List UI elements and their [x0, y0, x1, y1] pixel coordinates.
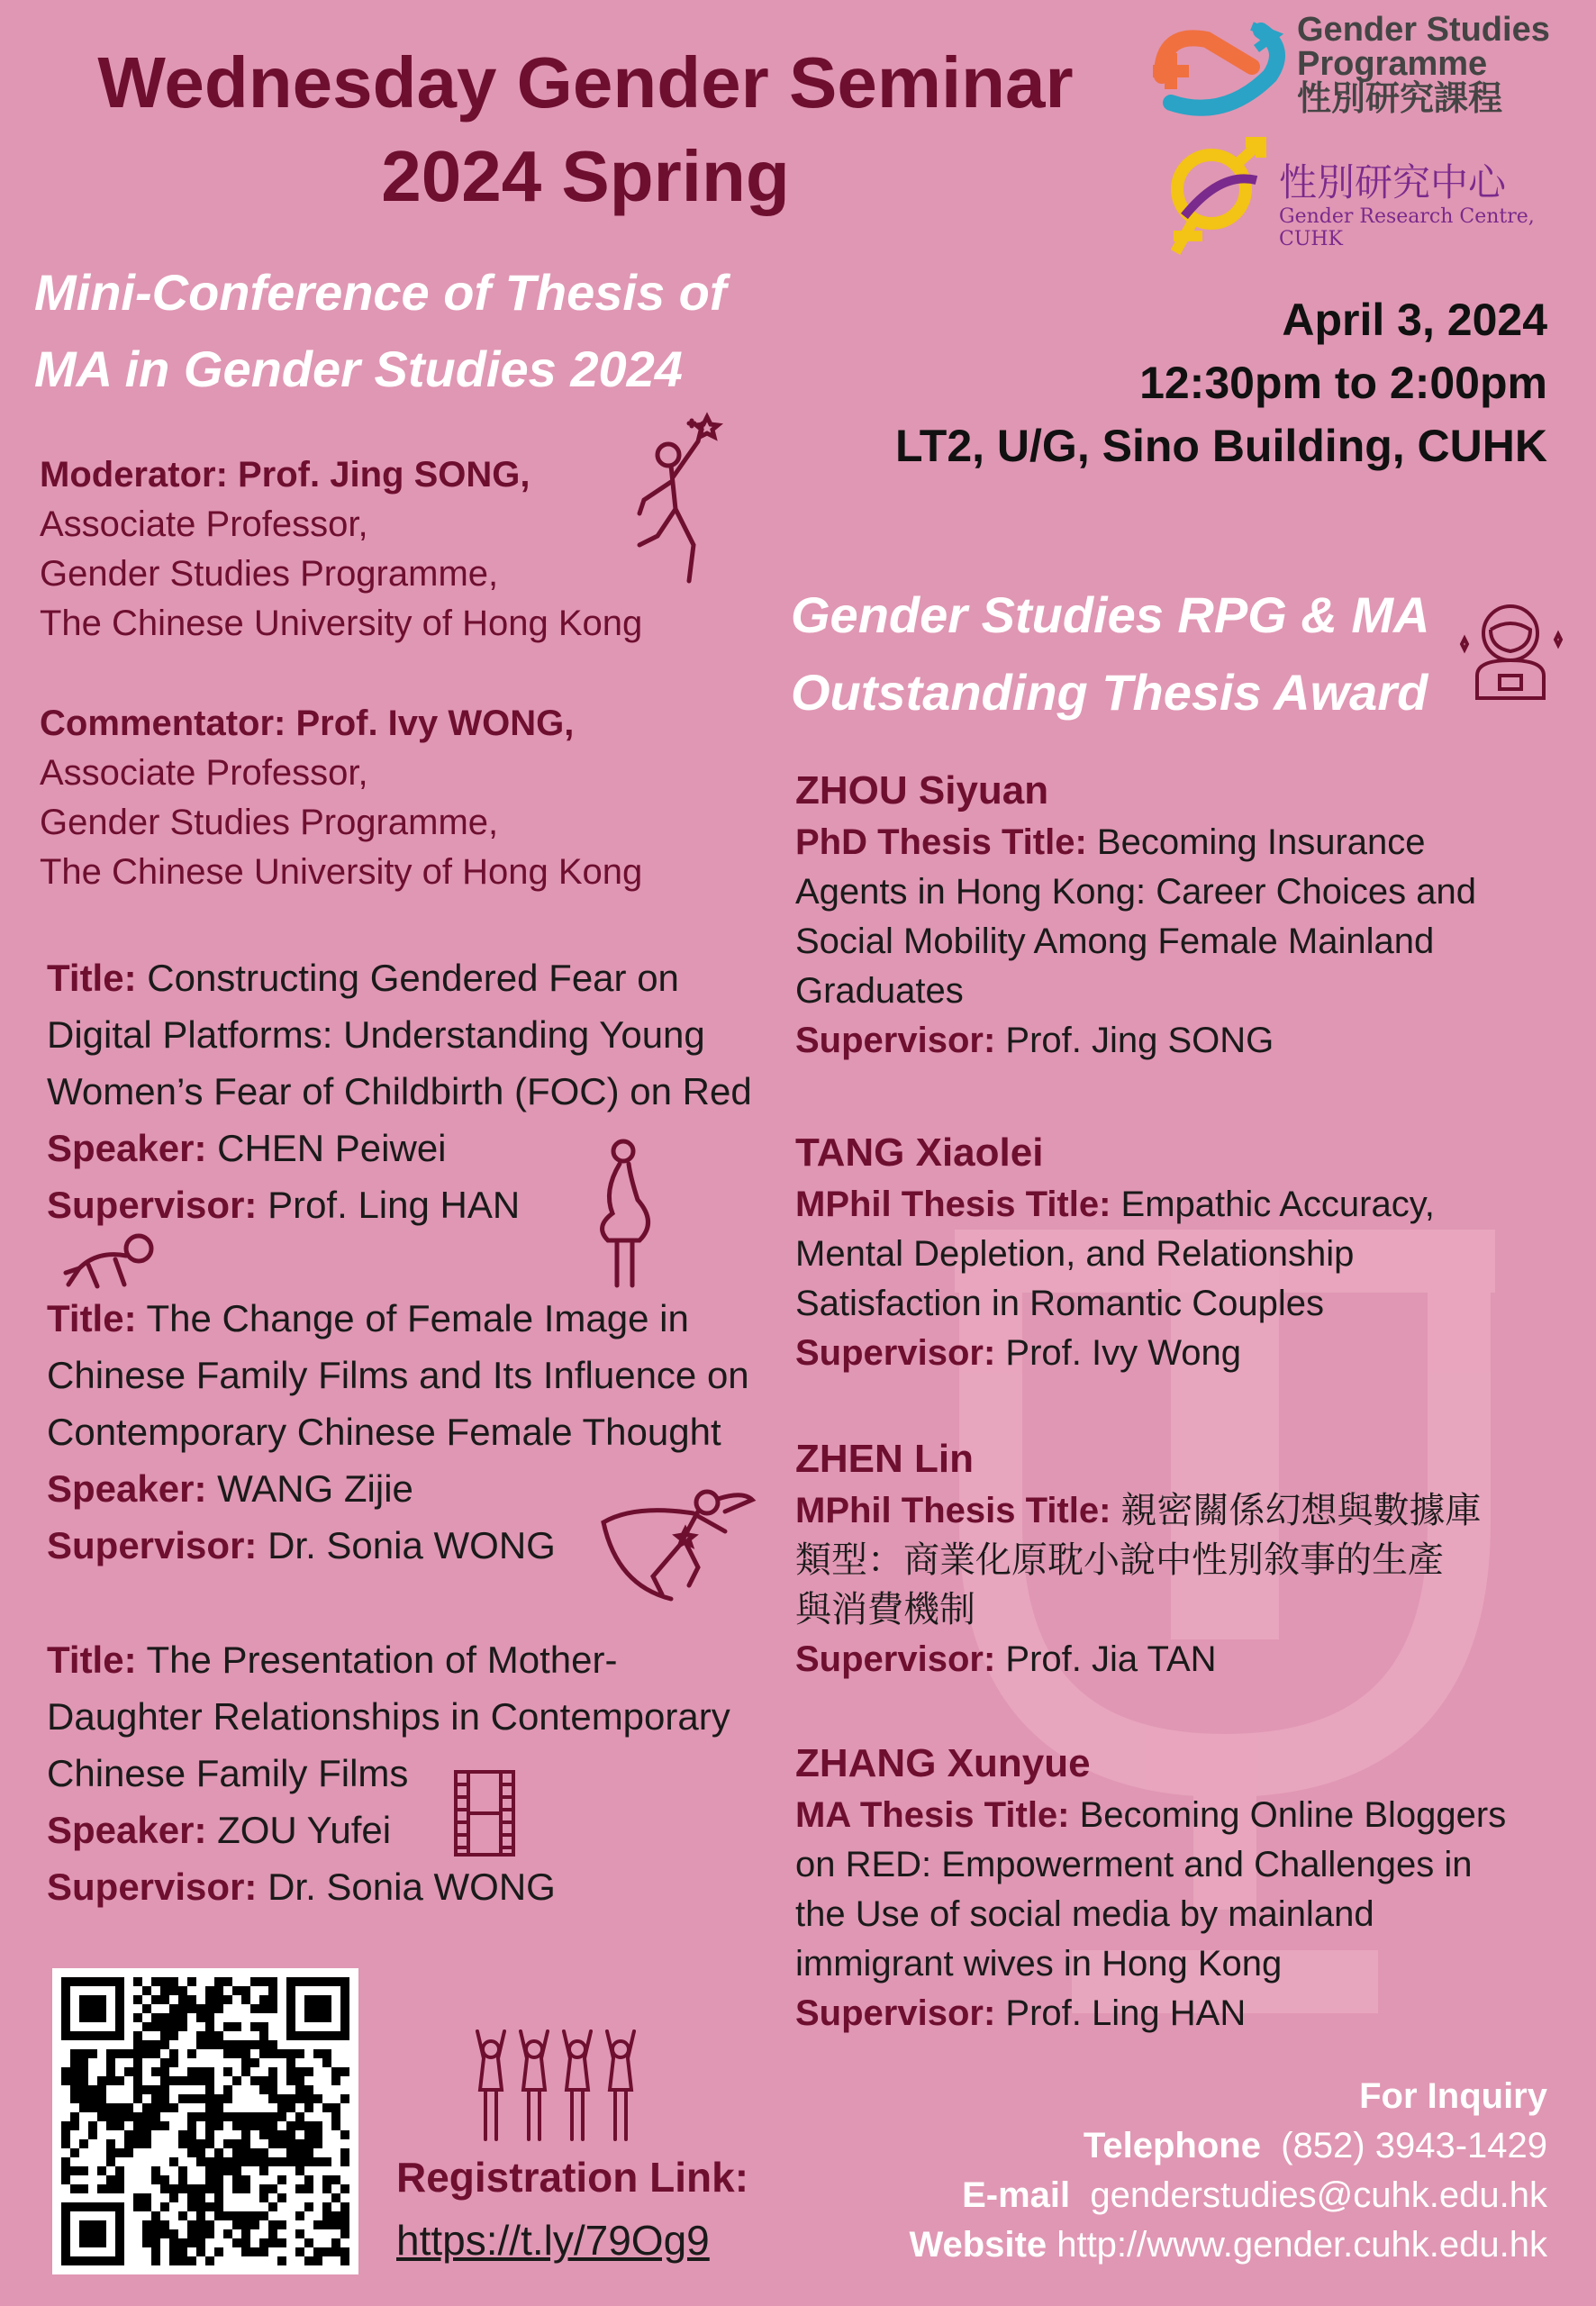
- supervisor-name: Dr. Sonia WONG: [268, 1524, 556, 1566]
- registration-block: [396, 2146, 748, 2272]
- supervisor-name: Prof. Jing SONG: [1005, 1021, 1274, 1060]
- crawling-baby-icon: [61, 1232, 160, 1295]
- talk-1: [47, 949, 803, 1233]
- winner-name: ZHEN Lin: [795, 1437, 974, 1481]
- website-label: Website: [909, 2225, 1047, 2265]
- supervisor-label: Supervisor:: [47, 1524, 258, 1566]
- speaker-name: CHEN Peiwei: [217, 1127, 447, 1169]
- title-label: Title:: [47, 1297, 137, 1339]
- award-heading-line-2: Outstanding Thesis Award: [791, 664, 1428, 721]
- email-label: E-mail: [962, 2175, 1071, 2215]
- gsp-name-cn: 性別研究課程: [1297, 78, 1503, 118]
- grc-emblem-icon: [1157, 135, 1274, 261]
- gender-research-centre-logo: [1157, 135, 1594, 261]
- talk-title-line: Women’s Fear of Childbirth (FOC) on Red: [47, 1070, 752, 1112]
- title-line-1: Wednesday Gender Seminar: [97, 42, 1074, 123]
- winner-name: TANG Xiaolei: [795, 1130, 1044, 1175]
- thesis-title-label: MA Thesis Title:: [795, 1795, 1070, 1835]
- supervisor-label: Supervisor:: [795, 1993, 996, 2033]
- supervisor-name: Prof. Jia TAN: [1005, 1639, 1217, 1679]
- commentator-block: [40, 699, 642, 897]
- moderator-department: Gender Studies Programme,: [40, 554, 499, 594]
- winner-name: ZHOU Siyuan: [795, 768, 1049, 813]
- registration-label: Registration Link:: [396, 2154, 749, 2201]
- speaker-label: Speaker:: [47, 1127, 207, 1169]
- talk-title-line: Daughter Relationships in Contemporary: [47, 1695, 730, 1738]
- superhero-woman-icon: [599, 1486, 761, 1603]
- thesis-title-line: Becoming Online Bloggers: [1069, 1795, 1507, 1835]
- commentator-heading: Commentator: Prof. Ivy WONG,: [40, 704, 575, 743]
- thesis-title-line: on RED: Empowerment and Challenges in: [795, 1845, 1473, 1884]
- commentator-position: Associate Professor,: [40, 753, 368, 793]
- film-strip-icon: [452, 1768, 517, 1858]
- commentator-university: The Chinese University of Hong Kong: [40, 852, 643, 892]
- inquiry-block: [909, 2072, 1547, 2270]
- talk-title-line: The Presentation of Mother-: [146, 1639, 618, 1681]
- thesis-title-line: Graduates: [795, 971, 964, 1011]
- inquiry-heading: For Inquiry: [1359, 2076, 1547, 2116]
- gsp-name-line-1: Gender Studies: [1297, 11, 1550, 49]
- page-title: [54, 36, 1117, 223]
- thesis-title-line: Empathic Accuracy,: [1111, 1185, 1435, 1224]
- moderator-block: [40, 450, 642, 649]
- thesis-title-line: Agents in Hong Kong: Career Choices and: [795, 872, 1477, 912]
- speaker-name: ZOU Yufei: [217, 1809, 392, 1851]
- supervisor-name: Dr. Sonia WONG: [268, 1866, 556, 1908]
- speaker-name: WANG Zijie: [217, 1467, 413, 1510]
- women-group-icon: [464, 2027, 653, 2144]
- thesis-title-label: MPhil Thesis Title:: [795, 1491, 1111, 1530]
- title-label: Title:: [47, 957, 137, 999]
- event-details: [895, 288, 1547, 477]
- telephone-value[interactable]: (852) 3943-1429: [1281, 2126, 1547, 2165]
- title-line-2: 2024 Spring: [381, 136, 790, 216]
- astronaut-icon: [1455, 590, 1567, 703]
- grc-name-cn: 性別研究中心: [1279, 160, 1507, 204]
- gsp-name-line-2: Programme: [1297, 45, 1488, 83]
- thesis-title-line: Satisfaction in Romantic Couples: [795, 1284, 1324, 1323]
- event-time: 12:30pm to 2:00pm: [1139, 358, 1547, 408]
- supervisor-name: Prof. Ling HAN: [1005, 1993, 1247, 2033]
- gsp-emblem-icon: [1144, 13, 1297, 130]
- talk-title-line: Chinese Family Films and Its Influence on: [47, 1354, 749, 1396]
- thesis-title-line: immigrant wives in Hong Kong: [795, 1944, 1283, 1984]
- talk-title-line: Digital Platforms: Understanding Young: [47, 1013, 705, 1056]
- thesis-title-line: the Use of social media by mainland: [795, 1894, 1374, 1934]
- thesis-title-line: 親密關係幻想與數據庫: [1111, 1491, 1482, 1530]
- talk-title-line: Contemporary Chinese Female Thought: [47, 1411, 721, 1453]
- event-date: April 3, 2024: [1282, 295, 1547, 345]
- telephone-label: Telephone: [1083, 2126, 1261, 2165]
- talk-title-line: Chinese Family Films: [47, 1752, 409, 1794]
- winner-2: [795, 1126, 1561, 1378]
- thesis-title-line: 類型：商業化原耽小說中性別敘事的生產: [795, 1540, 1444, 1580]
- winner-3: [795, 1432, 1561, 1684]
- talk-title-line: The Change of Female Image in: [146, 1297, 689, 1339]
- moderator-position: Associate Professor,: [40, 504, 368, 544]
- winner-name: ZHANG Xunyue: [795, 1741, 1091, 1785]
- email-value[interactable]: genderstudies@cuhk.edu.hk: [1090, 2175, 1547, 2215]
- registration-qr-code[interactable]: [52, 1968, 358, 2274]
- supervisor-label: Supervisor:: [795, 1333, 996, 1373]
- subtitle-line-2: MA in Gender Studies 2024: [34, 340, 683, 397]
- supervisor-name: Prof. Ivy Wong: [1005, 1333, 1242, 1373]
- thesis-title-line: Social Mobility Among Female Mainland: [795, 921, 1435, 961]
- website-link[interactable]: http://www.gender.cuhk.edu.hk: [1056, 2225, 1547, 2265]
- thesis-title-line: Mental Depletion, and Relationship: [795, 1234, 1355, 1274]
- speaker-label: Speaker:: [47, 1467, 207, 1510]
- moderator-heading: Moderator: Prof. Jing SONG,: [40, 455, 530, 495]
- registration-link[interactable]: https://t.ly/79Og9: [396, 2217, 710, 2264]
- gender-studies-programme-logo: [1144, 13, 1594, 130]
- qr-code-icon: [52, 1968, 358, 2274]
- talk-title-line: Constructing Gendered Fear on: [147, 957, 679, 999]
- grc-name-en: Gender Research Centre, CUHK: [1279, 205, 1535, 250]
- commentator-department: Gender Studies Programme,: [40, 803, 499, 842]
- title-label: Title:: [47, 1639, 137, 1681]
- thesis-title-label: PhD Thesis Title:: [795, 822, 1087, 862]
- winner-4: [795, 1737, 1561, 2038]
- event-venue: LT2, U/G, Sino Building, CUHK: [894, 421, 1547, 471]
- pregnant-woman-icon: [585, 1137, 667, 1290]
- award-heading: [791, 576, 1475, 731]
- award-heading-line-1: Gender Studies RPG & MA: [791, 586, 1430, 643]
- supervisor-name: Prof. Ling HAN: [268, 1184, 521, 1226]
- supervisor-label: Supervisor:: [795, 1639, 996, 1679]
- celebrating-person-icon: [621, 410, 730, 590]
- supervisor-label: Supervisor:: [795, 1021, 996, 1060]
- subtitle-line-1: Mini-Conference of Thesis of: [34, 264, 727, 321]
- thesis-title-label: MPhil Thesis Title:: [795, 1185, 1111, 1224]
- speaker-label: Speaker:: [47, 1809, 207, 1851]
- winner-1: [795, 764, 1561, 1066]
- supervisor-label: Supervisor:: [47, 1184, 258, 1226]
- thesis-title-line: Becoming Insurance: [1086, 822, 1426, 862]
- thesis-title-line: 與消費機制: [795, 1590, 975, 1630]
- talk-3: [47, 1631, 803, 1915]
- conference-subtitle: [34, 254, 800, 407]
- moderator-university: The Chinese University of Hong Kong: [40, 604, 643, 643]
- supervisor-label: Supervisor:: [47, 1866, 258, 1908]
